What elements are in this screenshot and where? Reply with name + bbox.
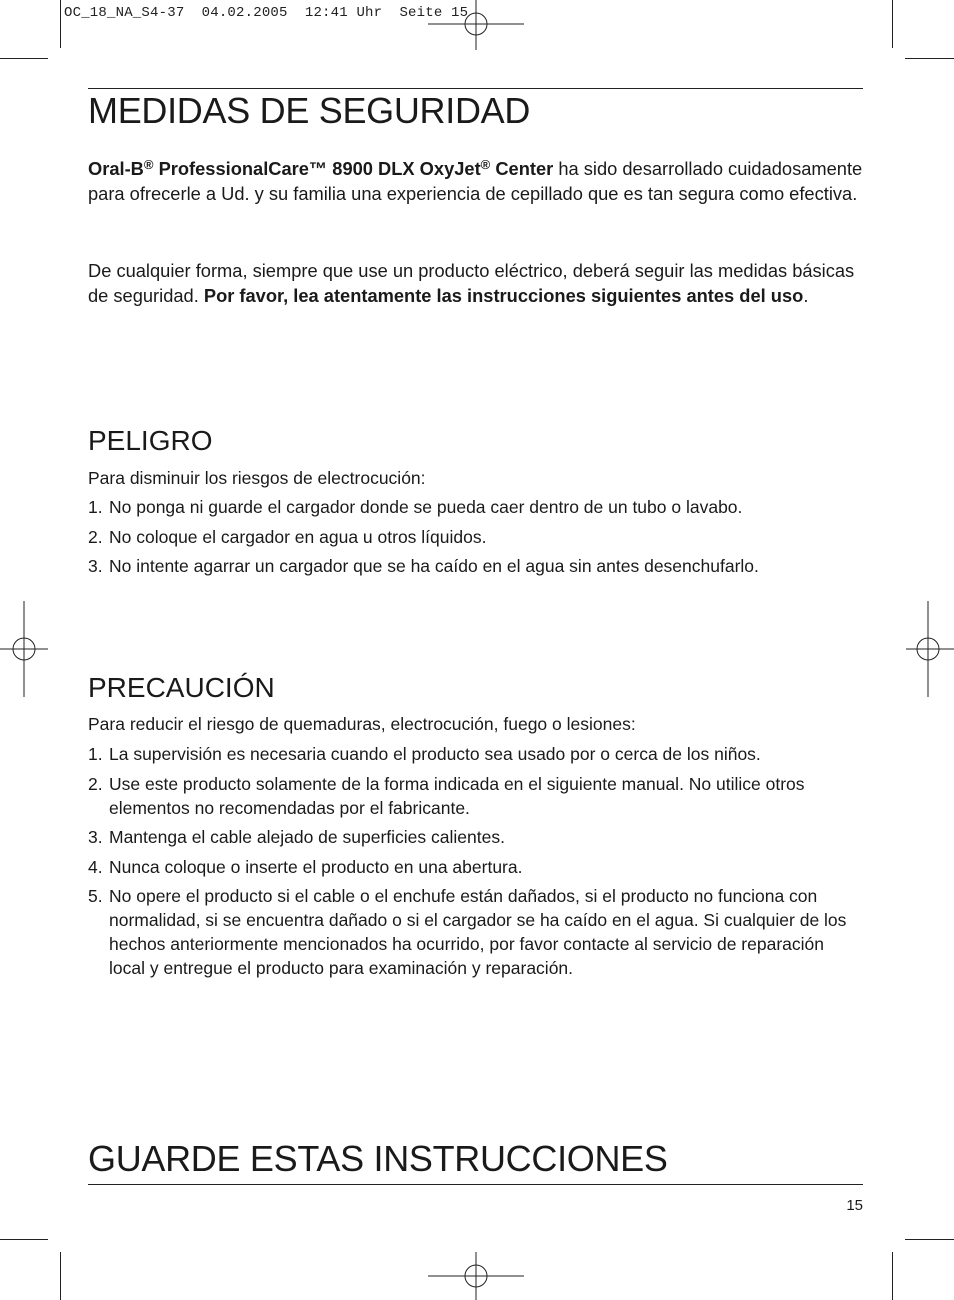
crop-mark [905,1239,954,1240]
list-item: 5. No opere el producto si el cable o el enchufe están dañados, si el producto no funciona con normalidad, si se encuentra dañado o si el cargador se ha caído en el agua. Si cualquier de los hechos anteriormente mencionados ha ocurrido, por favor contacte al servicio de reparación local y entregue el producto para examinación y reparación. [88,886,847,978]
general-bold-text: Por favor, lea atentamente las instrucciones siguientes antes del uso [203,284,804,306]
registration-mark-right [906,601,954,697]
list-item: 3. Mantenga el cable alejado de superficies calientes. [88,827,505,847]
list-item: 2. No coloque el cargador en agua u otros líquidos. [88,526,487,547]
caution-heading: PRECAUCIÓN [88,672,275,703]
caution-list [88,742,863,986]
crop-mark [0,58,48,59]
footer-title: GUARDE ESTAS INSTRUCCIONES [88,1138,668,1179]
danger-list [88,495,863,584]
list-item: 1. No ponga ni guarde el cargador donde se pueda caer dentro de un tubo o lavabo. [88,497,743,517]
crop-mark [0,1239,48,1240]
footer-rule [88,1184,863,1185]
crop-mark [892,1252,893,1300]
general-text: De cualquier forma, siempre que use un producto eléctrico, deberá seguir las medidas básicas de seguridad. [88,260,855,306]
registration-mark-left [0,601,48,697]
list-item: 2. Use este producto solamente de la forma indicada en el siguiente manual. No utilice otros elementos no recomendadas por el fabricante. [88,773,805,818]
crop-mark [892,0,893,48]
page-number: 15 [846,1197,863,1214]
crop-mark [905,58,954,59]
intro-paragraph [88,157,868,206]
crop-mark [60,1252,61,1300]
print-slug: OC_18_NA_S4-37 04.02.2005 12:41 Uhr Seite 15 [64,5,469,21]
danger-heading: PELIGRO [88,425,213,456]
list-item: 4. Nunca coloque o inserte el producto en una abertura. [88,856,523,877]
danger-intro: Para disminuir los riesgos de electrocución: [88,468,426,488]
registration-mark-bottom [428,1252,524,1300]
page-title: MEDIDAS DE SEGURIDAD [88,90,531,131]
registration-mark-top [428,0,524,50]
general-paragraph: De cualquier forma, siempre que use un producto eléctrico, deberá seguir las medidas básicas de seguridad. Por favor, lea atentamente las instrucciones siguientes antes del uso. [88,260,855,306]
caution-intro: Para reducir el riesgo de quemaduras, electrocución, fuego o lesiones: [88,714,636,734]
intro-text: ha sido desarrollado cuidadosamente para ofrecerle a Ud. y su familia una experiencia de cepillado que es tan segura como efectiva. [88,158,863,204]
list-item: 3. No intente agarrar un cargador que se ha caído en el agua sin antes desenchufarlo. [88,556,759,576]
brand-name: Oral-B® ProfessionalCare™ 8900 DLX OxyJet® Center [88,157,554,179]
title-rule [88,88,863,89]
list-item: 1. La supervisión es necesaria cuando el producto sea usado por o cerca de los niños. [88,744,761,764]
crop-mark [60,0,61,48]
